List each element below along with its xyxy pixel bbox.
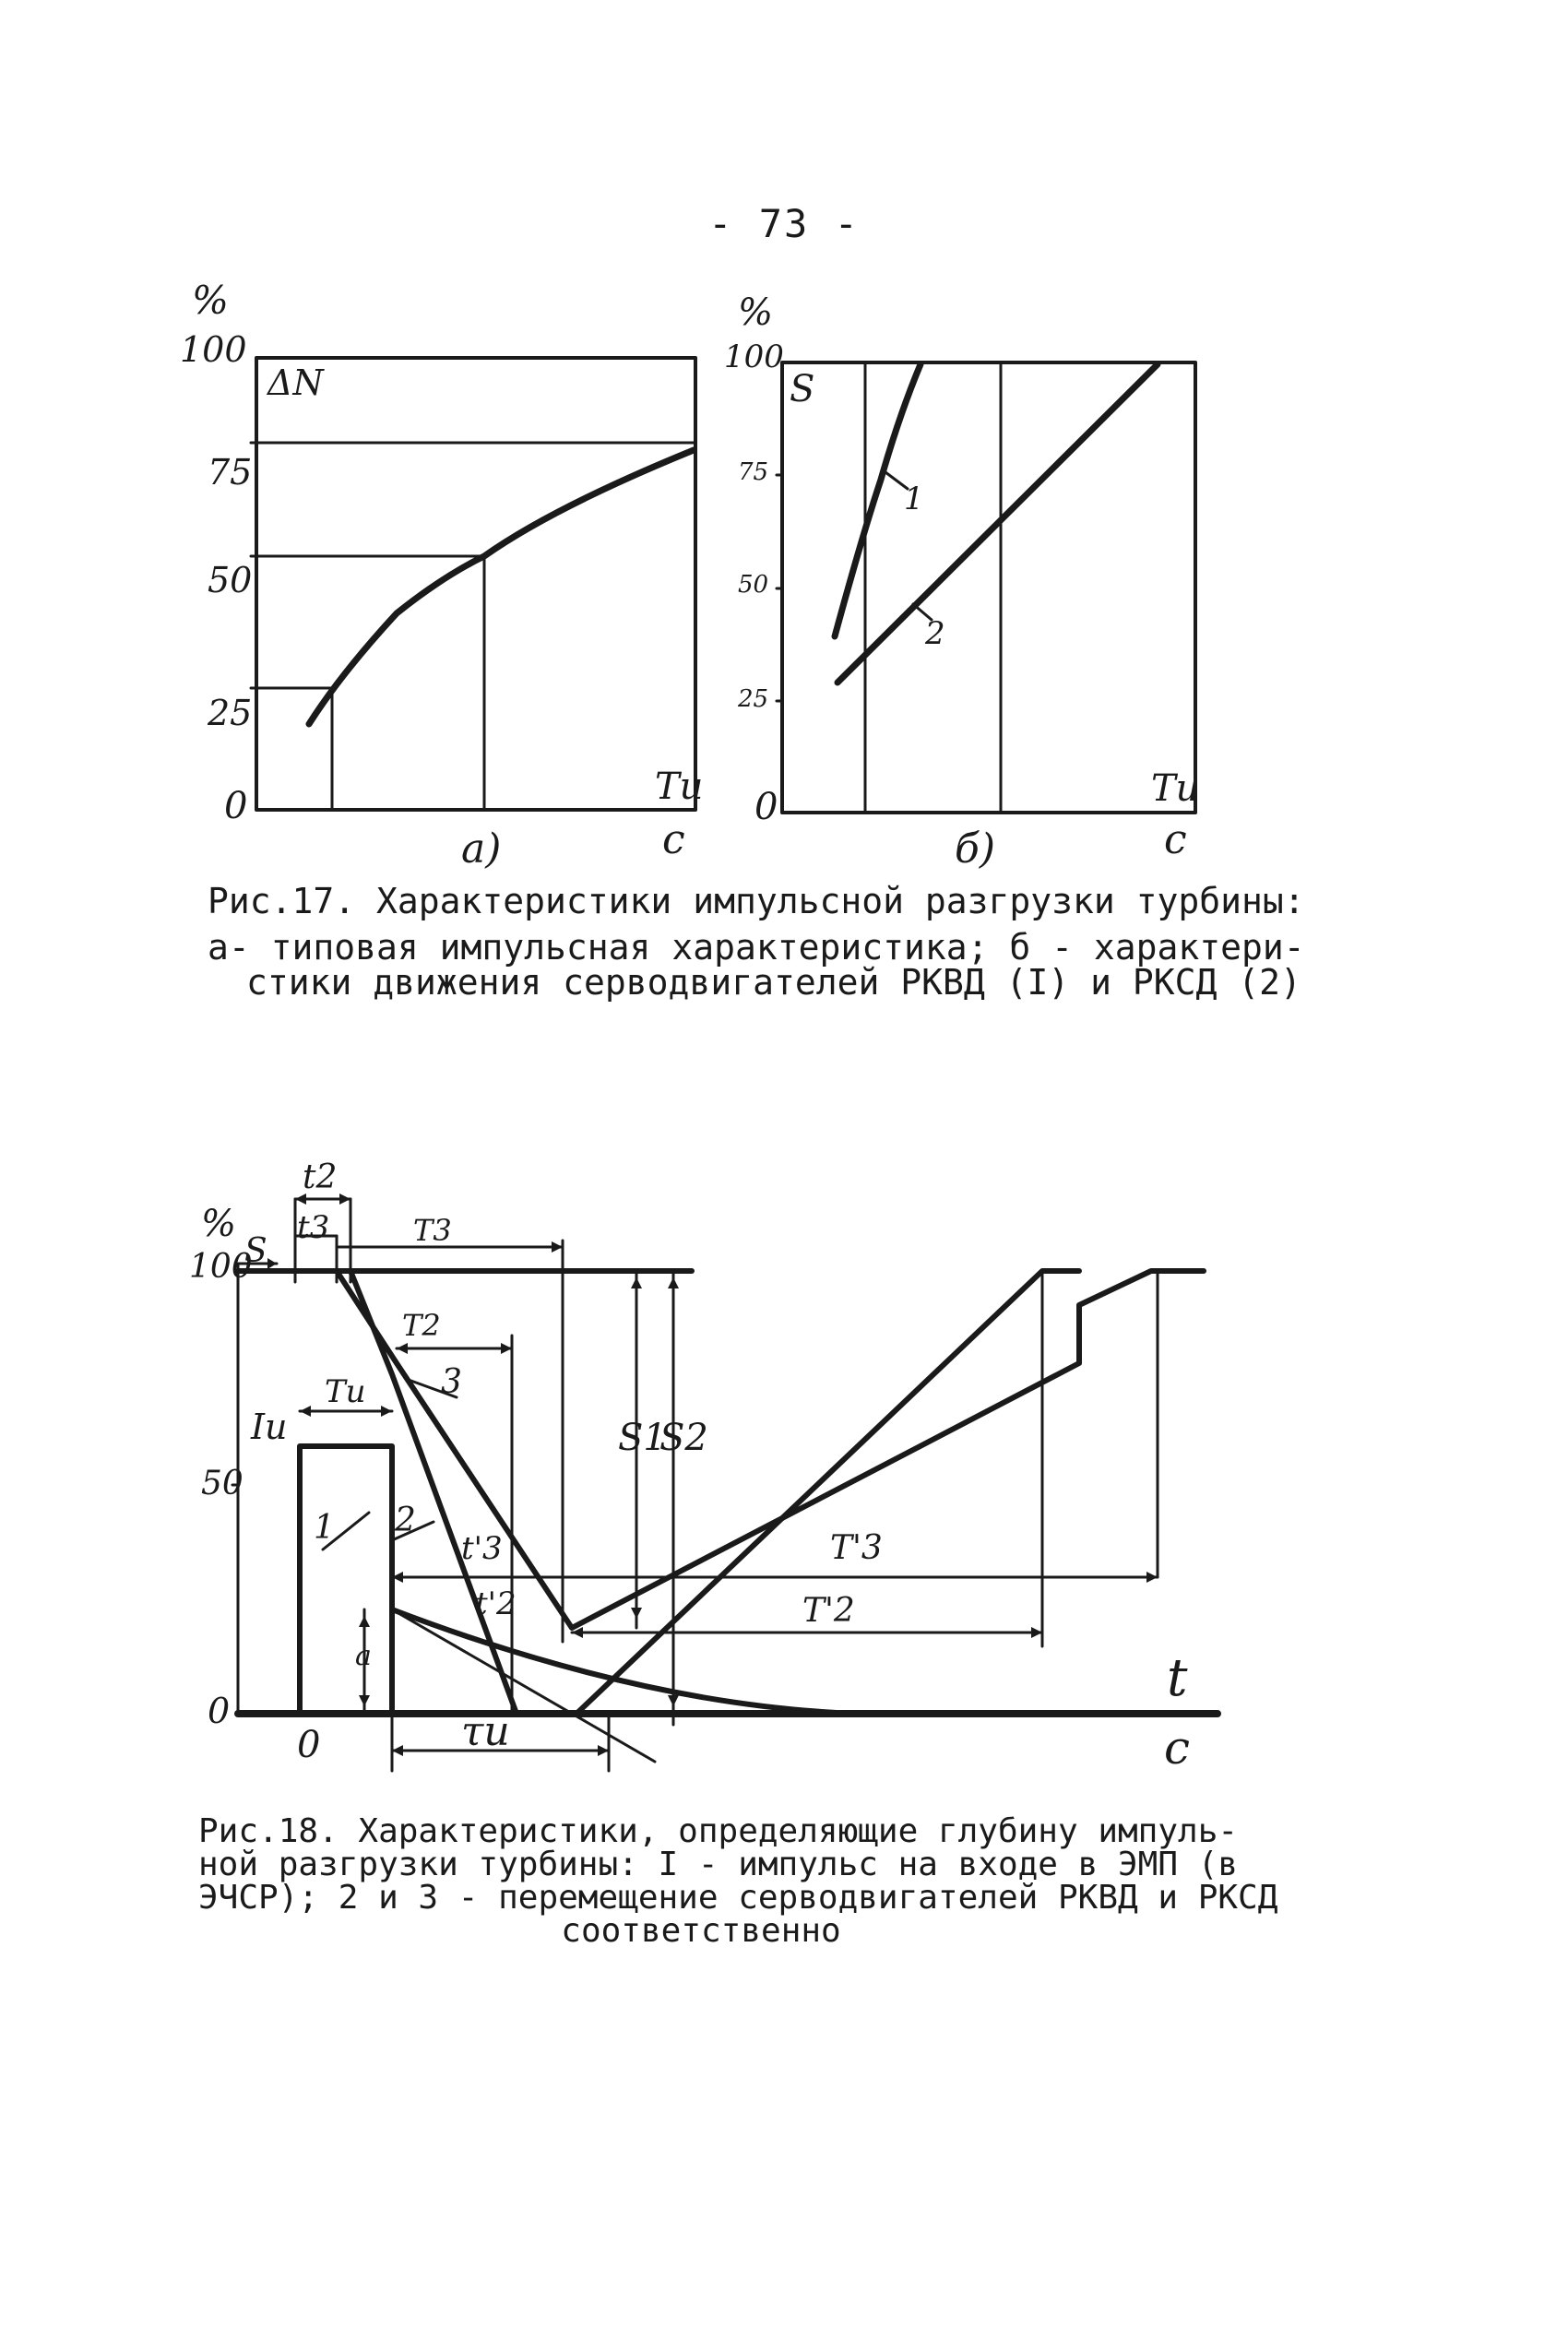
panel-b-unit: % xyxy=(738,291,774,334)
figure-17-caption-line-1: Рис.17. Характеристики импульсной разгрузки турбины: xyxy=(208,881,1305,921)
fig18-unit: % xyxy=(201,1203,237,1245)
panel-b-xlabel: Tu xyxy=(1151,767,1200,810)
figure-18-caption-line-4: соответственно xyxy=(561,1912,841,1950)
figure-17-caption-line-2: а- типовая импульсная характеристика; б - характери- xyxy=(208,927,1305,968)
panel-b-ytick-25: 25 xyxy=(738,685,769,713)
figure-18-caption-line-3: ЭЧСР); 2 и 3 - перемещение серводвигателей РКВД и РКСД xyxy=(198,1879,1278,1917)
fig18-label-T2p: T'2 xyxy=(802,1592,855,1630)
fig18-label-t2: t2 xyxy=(303,1158,338,1196)
fig18-label-Iu: Iu xyxy=(251,1407,288,1447)
panel-b-ytick-100: 100 xyxy=(724,338,784,375)
fig18-label-t3p: t'3 xyxy=(461,1530,503,1567)
page-number: - 73 - xyxy=(708,201,860,246)
fig18-label-S2: S2 xyxy=(659,1417,708,1459)
fig18-ytick-0: 0 xyxy=(208,1691,231,1731)
fig18-x-zero: 0 xyxy=(297,1724,321,1766)
panel-b-curve-2-label: 2 xyxy=(925,615,945,652)
fig18-label-curve-2: 2 xyxy=(395,1502,416,1539)
panel-b-curve-2 xyxy=(837,364,1158,683)
fig18-ylabel-s: S xyxy=(244,1232,267,1270)
panel-a-xunit: c xyxy=(662,816,685,863)
figure-17-caption-line-3: стики движения серводвигателей РКВД (I) и РКСД (2) xyxy=(246,962,1301,1003)
panel-b-ylabel: S xyxy=(790,368,815,410)
fig18-label-T3p: T'3 xyxy=(830,1529,883,1567)
figure-18-caption xyxy=(198,1812,1305,1950)
fig18-label-curve-3: 3 xyxy=(441,1363,462,1401)
fig18-label-tau-u: τu xyxy=(461,1708,510,1755)
panel-a-xlabel: Tu xyxy=(655,766,704,808)
fig18-curve-1 xyxy=(300,1446,392,1714)
panel-b-ytick-75: 75 xyxy=(738,458,769,486)
panel-a-ytick-75: 75 xyxy=(208,452,253,493)
panel-a-ytick-0: 0 xyxy=(224,785,248,827)
fig18-xunit: c xyxy=(1164,1721,1191,1775)
fig18-label-t2p: t'2 xyxy=(475,1585,517,1622)
fig18-label-a: a xyxy=(355,1640,372,1672)
panel-a-unit: % xyxy=(192,278,229,323)
figure-18-caption-line-1: Рис.18. Характеристики, определяющие глубину импуль- xyxy=(198,1812,1239,1850)
panel-a-ytick-50: 50 xyxy=(208,560,253,600)
fig18-xlabel: t xyxy=(1167,1648,1188,1708)
panel-a-ytick-100: 100 xyxy=(180,329,247,370)
panel-a-frame xyxy=(256,358,695,810)
fig18-label-T2: T2 xyxy=(402,1308,441,1343)
fig18-label-t3: t3 xyxy=(297,1209,330,1246)
panel-a-ylabel: ΔN xyxy=(267,362,324,403)
panel-b-ytick-0: 0 xyxy=(754,786,778,828)
fig18-label-curve-1: 1 xyxy=(314,1509,335,1547)
panel-b-ytick-50: 50 xyxy=(738,571,769,599)
figure-17-charts xyxy=(0,277,1568,885)
panel-b-curve-1-label: 1 xyxy=(904,481,924,517)
panel-b-label: б) xyxy=(955,825,996,873)
panel-b-frame xyxy=(782,362,1195,813)
fig18-ytick-100: 100 xyxy=(189,1248,253,1286)
fig18-label-S1: S1 xyxy=(618,1417,667,1459)
panel-a-ytick-25: 25 xyxy=(208,693,253,733)
fig18-label-Tu: Tu xyxy=(325,1373,366,1410)
panel-a-curve xyxy=(309,450,694,724)
panel-b-xunit: c xyxy=(1164,816,1187,863)
figure-17-caption xyxy=(208,881,1314,1003)
fig18-label-T3: T3 xyxy=(413,1213,452,1248)
panel-a-label: a) xyxy=(461,825,502,873)
fig18-ytick-50: 50 xyxy=(201,1465,244,1502)
figure-18-caption-line-2: ной разгрузки турбины: I - импульс на входе в ЭМП (в xyxy=(198,1846,1239,1883)
figure-18-chart xyxy=(0,1134,1568,1799)
